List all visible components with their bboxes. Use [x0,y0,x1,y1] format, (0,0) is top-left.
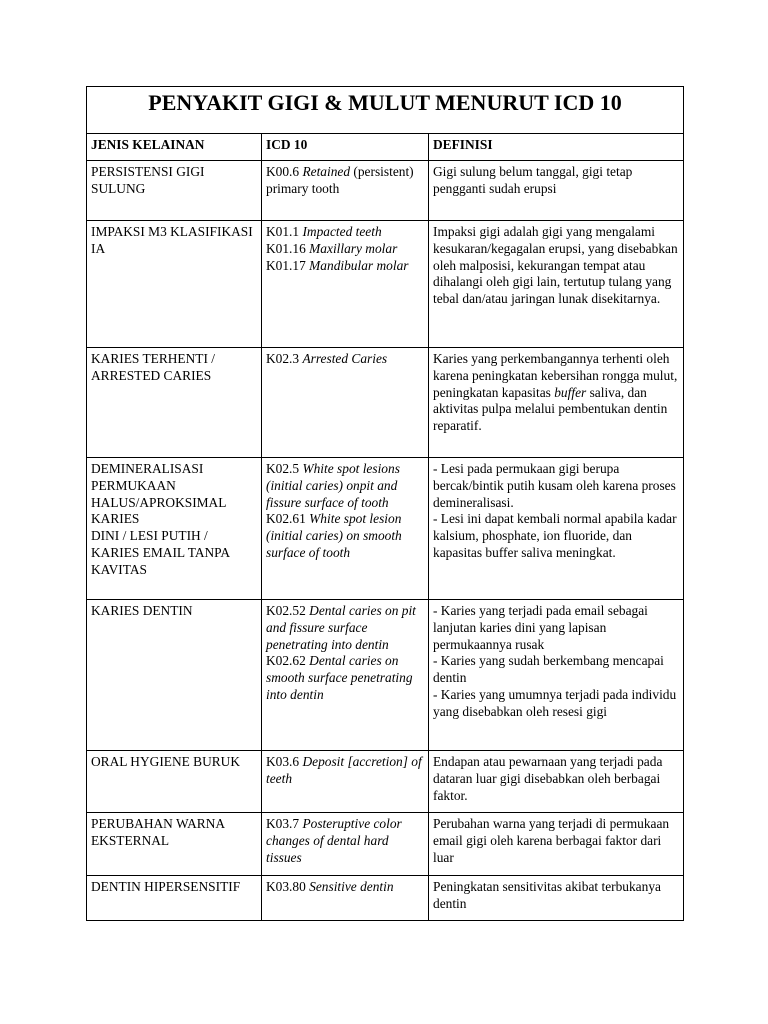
icd-entry [266,461,424,511]
icd-description: Deposit [accretion] of teeth [266,754,422,786]
definisi-italic-term: buffer [554,384,587,400]
jenis-line: KARIES [91,511,140,527]
icd-cell [262,161,429,221]
icd-code: K03.7 [266,816,303,831]
table-row [87,458,684,600]
icd-description: Maxillary molar [309,240,398,256]
definisi-cell: Impaksi gigi adalah gigi yang mengalami kesukaran/kegagalan erupsi, yang disebabkan oleh malposisi, kekurangan tempat atau dihalangi oleh gigi lain, tertutup tulang yang tebal dan/atau jaringan lunak disekitarnya. [429,221,684,348]
definisi-cell: Endapan atau pewarnaan yang terjadi pada dataran luar gigi disebabkan oleh berbagai faktor. [429,751,684,813]
icd-description: Posteruptive color changes of dental hard tissues [266,816,402,865]
definisi-cell [429,600,684,751]
definisi-bullet: - Lesi ini dapat kembali normal apabila kadar kalsium, phosphate, ion fluoride, dan kapasitas buffer saliva meningkat. [433,511,677,560]
jenis-line: KARIES EMAIL TANPA [91,544,231,560]
icd-entry [266,653,424,703]
jenis-line: KAVITAS [91,561,147,577]
definisi-cell [429,348,684,458]
header-definisi: DEFINISI [429,134,684,161]
definisi-text: Karies yang perkembangannya terhenti oleh karena peningkatan kebersihan rongga mulut, peningkatan kapasitas [433,351,678,400]
icd-description: Dental caries on smooth surface penetrating into dentin [266,653,413,702]
jenis-cell: PERUBAHAN WARNA EKSTERNAL [87,813,262,876]
page-title: PENYAKIT GIGI & MULUT MENURUT ICD 10 [87,87,684,134]
icd-cell [262,876,429,921]
icd-cell [262,458,429,600]
icd-entry [266,224,424,241]
definisi-cell: Perubahan warna yang terjadi di permukaan email gigi oleh karena berbagai faktor dari luar [429,813,684,876]
icd-code: K03.80 [266,879,310,894]
icd-code: K02.61 [266,511,310,527]
table-row [87,876,684,921]
jenis-cell: KARIES TERHENTI / ARRESTED CARIES [87,348,262,458]
icd-cell [262,600,429,751]
definisi-cell: Peningkatan sensitivitas akibat terbukanya dentin [429,876,684,921]
icd-cell [262,751,429,813]
jenis-cell: IMPAKSI M3 KLASIFIKASI IA [87,221,262,348]
definisi-cell [429,458,684,600]
icd-code: K03.6 [266,754,303,769]
definisi-cell: Gigi sulung belum tanggal, gigi tetap pengganti sudah erupsi [429,161,684,221]
icd10-table [86,86,684,921]
icd-cell [262,813,429,876]
icd-code: K02.52 [266,603,310,618]
jenis-line: DEMINERALISASI [91,461,204,476]
icd-entry [266,241,424,258]
table-row [87,221,684,348]
jenis-cell: KARIES DENTIN [87,600,262,751]
table-row [87,161,684,221]
icd-code: K02.5 [266,461,303,476]
icd-code: K02.62 [266,653,310,669]
icd-description: Retained [302,164,351,179]
icd-description: Mandibular molar [309,257,409,273]
icd-code: K01.1 [266,224,303,239]
jenis-cell: PERSISTENSI GIGI SULUNG [87,161,262,221]
icd-entry [266,258,424,275]
icd-description: White spot lesions (initial caries) onpit and fissure surface of tooth [266,461,400,510]
icd-description: Arrested Caries [302,351,388,366]
icd-cell [262,348,429,458]
icd-description: Sensitive dentin [309,879,394,894]
definisi-bullet: - Karies yang terjadi pada email sebagai lanjutan karies dini yang lapisan permukaannya rusak [433,603,648,652]
jenis-line: PERMUKAAN [91,477,176,493]
definisi-bullet: - Karies yang sudah berkembang mencapai dentin [433,653,664,686]
icd-description-rest: (persistent) primary tooth [266,164,414,196]
icd-code: K00.6 [266,164,303,179]
icd-cell [262,221,429,348]
icd-description: White spot lesion (initial caries) on smooth surface of tooth [266,511,402,560]
definisi-bullet: - Karies yang umumnya terjadi pada individu yang disebabkan oleh resesi gigi [433,686,677,719]
header-jenis-kelainan: JENIS KELAINAN [87,134,262,161]
header-row [87,134,684,161]
title-row [87,87,684,134]
icd-description: Impacted teeth [302,224,382,239]
icd-entry [266,511,424,561]
table-row [87,600,684,751]
jenis-line: DINI / LESI PUTIH / [91,528,208,544]
icd-description: Dental caries on pit and fissure surface penetrating into dentin [266,603,416,652]
jenis-line: HALUS/APROKSIMAL [91,494,227,510]
jenis-cell: ORAL HYGIENE BURUK [87,751,262,813]
jenis-cell: DENTIN HIPERSENSITIF [87,876,262,921]
icd-code: K01.17 [266,257,310,273]
icd-code: K01.16 [266,240,310,256]
icd-entry [266,603,424,653]
table-row [87,813,684,876]
table-row [87,348,684,458]
header-icd10: ICD 10 [262,134,429,161]
jenis-cell [87,458,262,600]
definisi-bullet: - Lesi pada permukaan gigi berupa bercak/bintik putih kusam oleh karena proses demineralisasi. [433,461,676,510]
table-row [87,751,684,813]
definisi-text: saliva, dan aktivitas pulpa melalui pembentukan dentin reparatif. [433,384,668,434]
icd-code: K02.3 [266,351,303,366]
